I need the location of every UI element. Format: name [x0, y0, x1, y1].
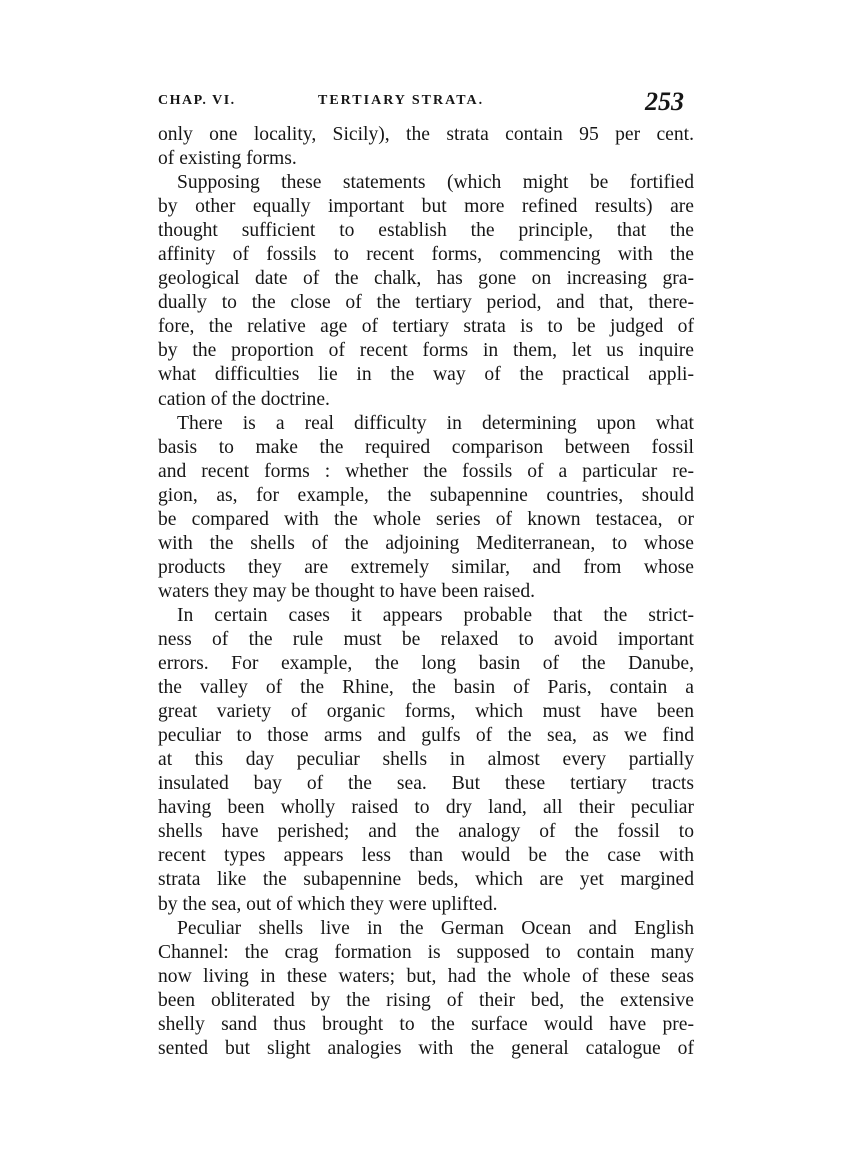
text-line: the valley of the Rhine, the basin of Paris, contain a	[158, 677, 694, 699]
text-line: ness of the rule must be relaxed to avoid important	[158, 628, 694, 650]
text-line: basis to make the required comparison between fossil	[158, 436, 694, 458]
running-header	[158, 87, 684, 116]
text-line: at this day peculiar shells in almost every partially	[158, 749, 694, 771]
text-line: of existing forms.	[158, 148, 297, 170]
running-title: TERTIARY STRATA.	[318, 93, 485, 108]
text-line: waters they may be thought to have been raised.	[158, 580, 536, 602]
text-line: thought sufficient to establish the principle, that the	[158, 220, 694, 242]
text-line: what difficulties lie in the way of the practical appli-	[158, 364, 694, 386]
text-line: shelly sand thus brought to the surface would have pre-	[158, 1013, 694, 1035]
chapter-label: CHAP. VI.	[158, 93, 236, 108]
text-line: shells have perished; and the analogy of the fossil to	[158, 821, 694, 843]
text-line: by the proportion of recent forms in them, let us inquire	[158, 340, 694, 362]
text-line: fore, the relative age of tertiary strata is to be judged of	[158, 316, 694, 338]
text-line: products they are extremely similar, and from whose	[158, 556, 694, 578]
text-line: cation of the doctrine.	[158, 388, 330, 410]
text-line: strata like the subapennine beds, which are yet margined	[158, 869, 694, 891]
text-line: gion, as, for example, the subapennine countries, should	[158, 484, 694, 506]
text-line: dually to the close of the tertiary period, and that, there-	[158, 292, 694, 314]
text-line: great variety of organic forms, which must have been	[158, 701, 694, 723]
text-line: with the shells of the adjoining Mediterranean, to whose	[158, 532, 694, 554]
text-line: insulated bay of the sea. But these tertiary tracts	[158, 773, 694, 795]
body-text	[158, 123, 694, 1061]
text-line: by other equally important but more refined results) are	[158, 196, 694, 218]
text-line: Channel: the crag formation is supposed to contain many	[158, 941, 694, 963]
text-line: now living in these waters; but, had the whole of these seas	[158, 965, 694, 987]
text-line: geological date of the chalk, has gone on increasing gra-	[158, 268, 694, 290]
text-line: only one locality, Sicily), the strata contain 95 per cent.	[158, 124, 694, 145]
text-line: Peculiar shells live in the German Ocean and English	[177, 917, 694, 939]
text-line: been obliterated by the rising of their bed, the extensive	[158, 989, 694, 1011]
text-line: having been wholly raised to dry land, all their peculiar	[158, 797, 694, 819]
text-line: sented but slight analogies with the general catalogue of	[158, 1037, 694, 1059]
text-line: In certain cases it appears probable that the strict-	[177, 604, 694, 626]
text-line: be compared with the whole series of known testacea, or	[158, 508, 694, 530]
text-line: by the sea, out of which they were uplifted.	[158, 893, 498, 915]
text-line: recent types appears less than would be the case with	[158, 845, 694, 867]
text-line: and recent forms : whether the fossils of a particular re-	[158, 460, 694, 482]
text-line: peculiar to those arms and gulfs of the sea, as we find	[158, 725, 694, 747]
page-number: 253	[645, 87, 684, 116]
text-line: affinity of fossils to recent forms, commencing with the	[158, 244, 694, 266]
text-line: errors. For example, the long basin of the Danube,	[158, 653, 694, 675]
text-line: Supposing these statements (which might be fortified	[177, 172, 694, 194]
text-line: There is a real difficulty in determining upon what	[177, 412, 694, 434]
